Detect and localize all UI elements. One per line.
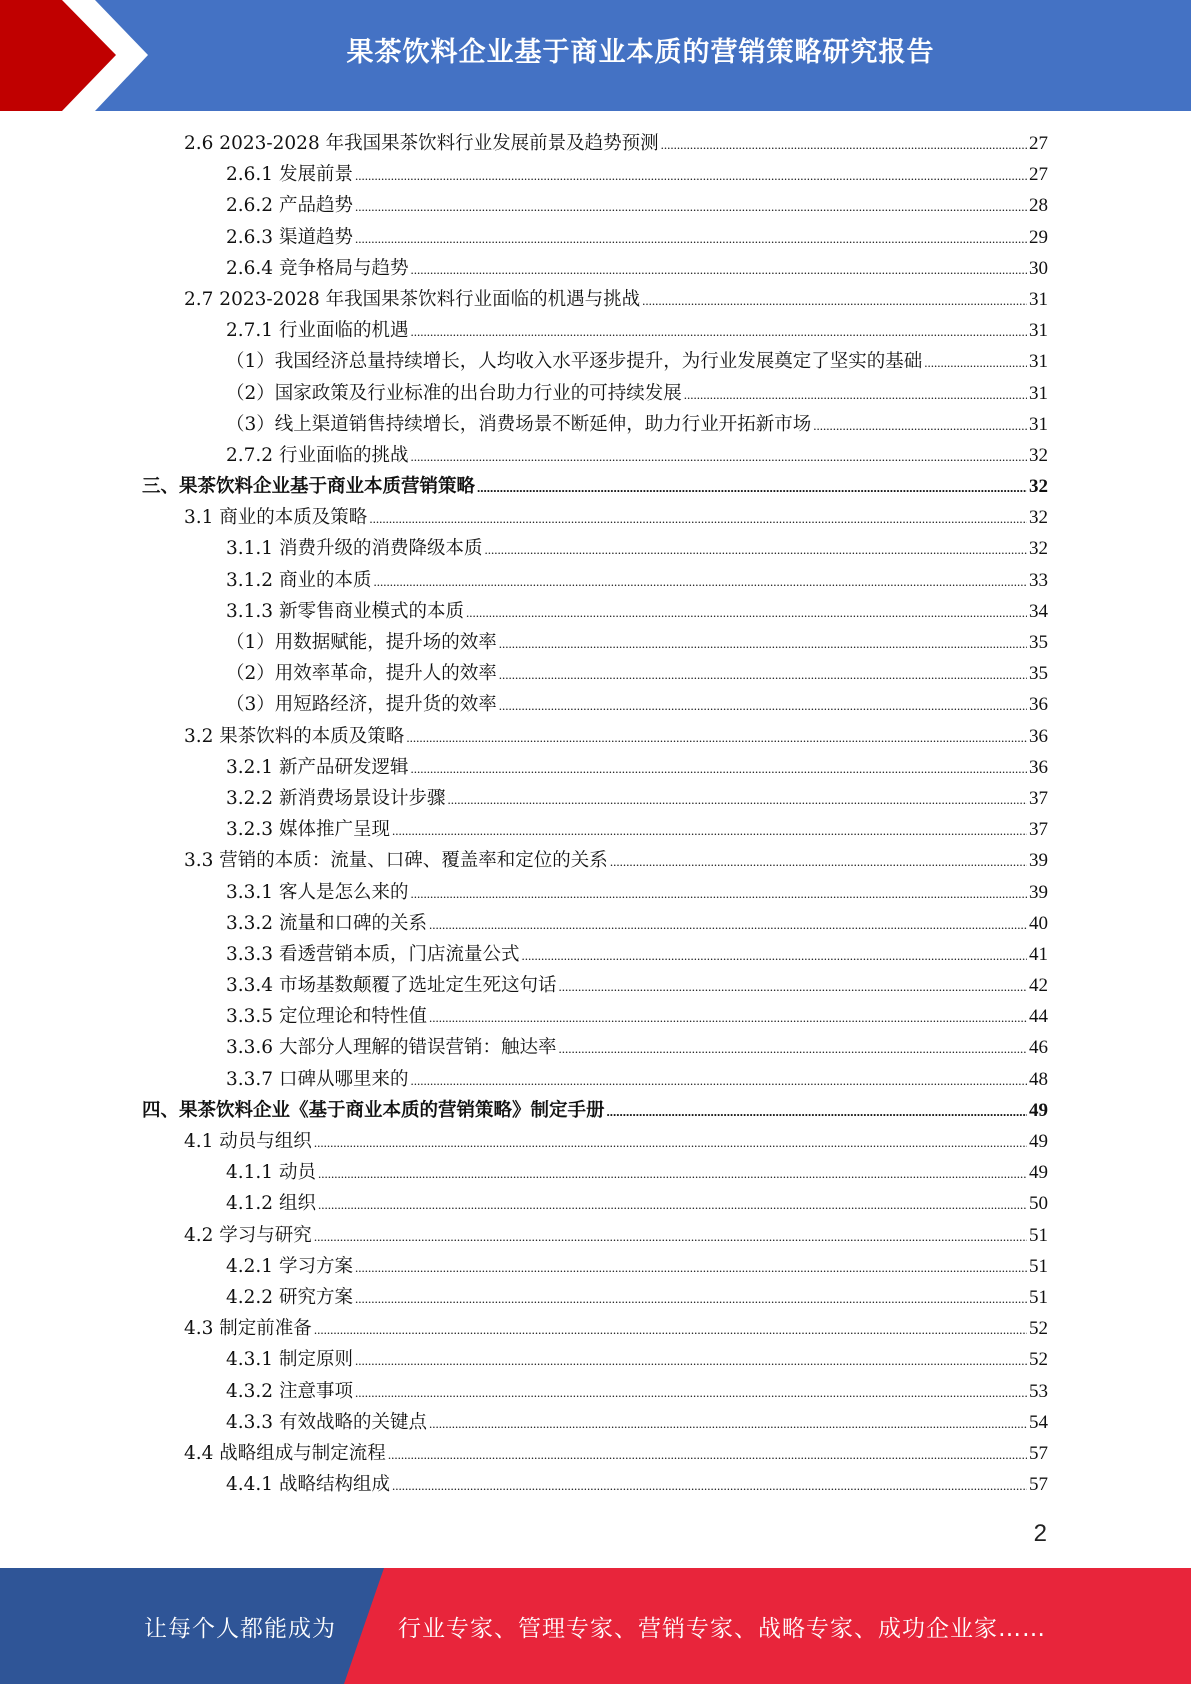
toc-entry[interactable] <box>0 159 1191 190</box>
toc-entry-label: 3.3.3 看透营销本质，门店流量公式 <box>226 943 520 965</box>
toc-dot-leader <box>410 753 1027 784</box>
toc-dot-leader <box>314 1221 1027 1252</box>
toc-dot-leader <box>392 1470 1027 1501</box>
toc-entry-page-number: 53 <box>1029 1380 1048 1402</box>
toc-entry-page-number: 29 <box>1029 226 1048 248</box>
toc-dot-leader <box>392 815 1027 846</box>
toc-entry-page-number: 54 <box>1029 1411 1048 1433</box>
toc-entry-page-number: 37 <box>1029 787 1048 809</box>
toc-dot-leader <box>558 1033 1027 1064</box>
toc-entry[interactable] <box>0 1344 1191 1375</box>
toc-entry-label: 三、果茶饮料企业基于商业本质营销策略 <box>142 476 476 498</box>
toc-dot-leader <box>521 940 1027 971</box>
toc-entry[interactable] <box>0 939 1191 970</box>
toc-dot-leader <box>355 1345 1027 1376</box>
toc-entry[interactable] <box>0 284 1191 315</box>
toc-entry[interactable] <box>0 565 1191 596</box>
toc-entry[interactable] <box>0 378 1191 409</box>
footer-slogan: 让每个人都能成为 <box>144 1616 336 1642</box>
toc-entry-page-number: 48 <box>1029 1068 1048 1090</box>
toc-entry[interactable] <box>0 1095 1191 1126</box>
toc-entry[interactable] <box>0 502 1191 533</box>
toc-entry-label: 3.1 商业的本质及策略 <box>184 507 368 529</box>
toc-entry-page-number: 31 <box>1029 413 1048 435</box>
toc-entry-label: 4.3 制定前准备 <box>184 1318 312 1340</box>
toc-entry[interactable] <box>0 1469 1191 1500</box>
toc-entry-label: 3.3.6 大部分人理解的错误营销：触达率 <box>226 1037 557 1059</box>
toc-dot-leader <box>410 878 1027 909</box>
toc-entry-label: 2.7 2023-2028 年我国果茶饮料行业面临的机遇与挑战 <box>184 288 641 310</box>
toc-dot-leader <box>447 784 1027 815</box>
toc-entry[interactable] <box>0 190 1191 221</box>
toc-entry[interactable] <box>0 814 1191 845</box>
toc-entry-label: 4.2.1 学习方案 <box>226 1255 353 1277</box>
toc-entry-label: （1）我国经济总量持续增长，人均收入水平逐步提升，为行业发展奠定了坚实的基础 <box>226 351 923 373</box>
toc-dot-leader <box>642 285 1027 316</box>
toc-entry[interactable] <box>0 877 1191 908</box>
toc-entry[interactable] <box>0 596 1191 627</box>
toc-entry-page-number: 33 <box>1029 569 1048 591</box>
toc-entry-page-number: 49 <box>1029 1162 1048 1184</box>
toc-dot-leader <box>499 690 1027 721</box>
toc-entry-page-number: 49 <box>1029 1099 1048 1121</box>
toc-entry-label: 4.3.3 有效战略的关键点 <box>226 1411 427 1433</box>
header-red-arrow-decoration <box>0 0 160 111</box>
toc-entry-label: 3.3.7 口碑从哪里来的 <box>226 1068 409 1090</box>
toc-entry-page-number: 51 <box>1029 1224 1048 1246</box>
toc-entry-label: 3.2.3 媒体推广呈现 <box>226 819 390 841</box>
toc-entry-page-number: 27 <box>1029 133 1048 154</box>
toc-entry[interactable] <box>0 409 1191 440</box>
toc-dot-leader <box>466 597 1027 628</box>
toc-entry-page-number: 41 <box>1029 943 1048 965</box>
toc-entry[interactable] <box>0 1407 1191 1438</box>
toc-dot-leader <box>355 1377 1027 1408</box>
toc-entry[interactable] <box>0 1126 1191 1157</box>
toc-entry-label: （2）用效率革命，提升人的效率 <box>226 663 497 685</box>
toc-entry-label: 4.1.1 动员 <box>226 1162 316 1184</box>
toc-entry[interactable] <box>0 658 1191 689</box>
toc-dot-leader <box>406 722 1027 753</box>
toc-dot-leader <box>429 1002 1027 1033</box>
table-of-contents <box>0 128 1191 1500</box>
toc-entry-label: （3）用短路经济，提升货的效率 <box>226 694 497 716</box>
toc-dot-leader <box>410 254 1027 285</box>
toc-dot-leader <box>410 316 1027 347</box>
toc-entry-label: 3.1.1 消费升级的消费降级本质 <box>226 538 483 560</box>
toc-entry-page-number: 32 <box>1029 538 1048 560</box>
toc-entry-page-number: 44 <box>1029 1006 1048 1028</box>
toc-dot-leader <box>684 379 1027 410</box>
toc-entry-label: 3.2.2 新消费场景设计步骤 <box>226 787 446 809</box>
toc-entry-label: 四、果茶饮料企业《基于商业本质的营销策略》制定手册 <box>142 1099 605 1121</box>
toc-entry-label: 2.6.2 产品趋势 <box>226 195 353 217</box>
toc-entry[interactable] <box>0 1313 1191 1344</box>
toc-dot-leader <box>388 1439 1027 1470</box>
toc-dot-leader <box>314 1127 1027 1158</box>
toc-dot-leader <box>355 191 1027 222</box>
toc-entry-page-number: 31 <box>1029 382 1048 404</box>
toc-dot-leader <box>558 971 1027 1002</box>
toc-entry[interactable] <box>0 315 1191 346</box>
toc-entry-page-number: 32 <box>1029 444 1048 466</box>
toc-entry-page-number: 50 <box>1029 1193 1048 1215</box>
toc-entry-label: 4.1 动员与组织 <box>184 1131 312 1152</box>
toc-entry-label: 3.2 果茶饮料的本质及策略 <box>184 725 405 747</box>
toc-entry-label: 2.7.2 行业面临的挑战 <box>226 444 409 466</box>
toc-entry-page-number: 31 <box>1029 288 1048 310</box>
toc-entry-page-number: 39 <box>1029 850 1048 872</box>
toc-entry[interactable] <box>0 1376 1191 1407</box>
toc-entry[interactable] <box>0 128 1191 159</box>
document-title: 果茶饮料企业基于商业本质的营销策略研究报告 <box>346 37 935 68</box>
page-header <box>0 0 1191 111</box>
toc-entry-label: 3.1.3 新零售商业模式的本质 <box>226 600 464 622</box>
toc-entry-label: 2.6 2023-2028 年我国果茶饮料行业发展前景及趋势预测 <box>184 133 659 154</box>
toc-entry[interactable] <box>0 627 1191 658</box>
toc-entry-label: （3）线上渠道销售持续增长，消费场景不断延伸，助力行业开拓新市场 <box>226 413 812 435</box>
toc-entry-label: 3.1.2 商业的本质 <box>226 569 372 591</box>
toc-entry[interactable] <box>0 1001 1191 1032</box>
toc-entry[interactable] <box>0 346 1191 377</box>
toc-entry-page-number: 39 <box>1029 881 1048 903</box>
toc-entry-label: 4.3.1 制定原则 <box>226 1349 353 1371</box>
toc-dot-leader <box>610 846 1027 877</box>
toc-entry-page-number: 32 <box>1029 507 1048 529</box>
toc-dot-leader <box>318 1158 1027 1189</box>
toc-entry-label: 4.1.2 组织 <box>226 1193 316 1215</box>
toc-entry-page-number: 31 <box>1029 320 1048 342</box>
toc-entry[interactable] <box>0 1188 1191 1219</box>
toc-entry-page-number: 36 <box>1029 694 1048 716</box>
toc-dot-leader <box>499 659 1027 690</box>
toc-entry[interactable] <box>0 1438 1191 1469</box>
toc-entry-label: 4.4 战略组成与制定流程 <box>184 1442 386 1464</box>
toc-dot-leader <box>369 503 1027 534</box>
toc-entry-label: 3.3.4 市场基数颠覆了选址定生死这句话 <box>226 975 557 997</box>
toc-entry-page-number: 40 <box>1029 912 1048 934</box>
toc-entry-page-number: 27 <box>1029 164 1048 186</box>
toc-entry-page-number: 30 <box>1029 257 1048 279</box>
toc-dot-leader <box>318 1189 1027 1220</box>
toc-dot-leader <box>484 534 1027 565</box>
toc-entry-label: 4.3.2 注意事项 <box>226 1380 353 1402</box>
toc-dot-leader <box>355 1252 1027 1283</box>
toc-entry-page-number: 52 <box>1029 1318 1048 1340</box>
toc-entry[interactable] <box>0 1064 1191 1095</box>
toc-entry-page-number: 36 <box>1029 725 1048 747</box>
toc-entry-page-number: 57 <box>1029 1442 1048 1464</box>
toc-entry-page-number: 57 <box>1029 1474 1048 1496</box>
toc-dot-leader <box>355 160 1027 191</box>
toc-entry-label: 2.6.3 渠道趋势 <box>226 226 353 248</box>
toc-entry[interactable] <box>0 222 1191 253</box>
toc-entry[interactable] <box>0 970 1191 1001</box>
toc-entry-label: 2.6.1 发展前景 <box>226 164 353 186</box>
toc-entry-page-number: 42 <box>1029 975 1048 997</box>
toc-entry-page-number: 36 <box>1029 756 1048 778</box>
toc-entry-page-number: 37 <box>1029 819 1048 841</box>
toc-entry-page-number: 35 <box>1029 632 1048 653</box>
toc-entry[interactable] <box>0 253 1191 284</box>
toc-entry-page-number: 51 <box>1029 1255 1048 1277</box>
toc-entry[interactable] <box>0 471 1191 502</box>
toc-dot-leader <box>410 441 1027 472</box>
toc-entry[interactable] <box>0 533 1191 564</box>
toc-entry[interactable] <box>0 783 1191 814</box>
toc-dot-leader <box>429 909 1027 940</box>
toc-entry-page-number: 35 <box>1029 663 1048 685</box>
toc-dot-leader <box>499 628 1027 659</box>
toc-entry[interactable] <box>0 845 1191 876</box>
toc-entry-label: 4.4.1 战略结构组成 <box>226 1474 390 1496</box>
toc-entry-page-number: 49 <box>1029 1131 1048 1152</box>
page-number: 2 <box>1033 1520 1047 1547</box>
toc-dot-leader <box>314 1314 1027 1345</box>
toc-dot-leader <box>410 1065 1027 1096</box>
toc-entry[interactable] <box>0 1032 1191 1063</box>
toc-entry-label: 3.3.2 流量和口碑的关系 <box>226 912 427 934</box>
toc-entry-label: 3.3.5 定位理论和特性值 <box>226 1006 427 1028</box>
toc-entry-label: 4.2.2 研究方案 <box>226 1286 353 1308</box>
toc-entry[interactable] <box>0 689 1191 720</box>
toc-entry[interactable] <box>0 752 1191 783</box>
toc-entry[interactable] <box>0 721 1191 752</box>
toc-entry-label: 4.2 学习与研究 <box>184 1224 312 1246</box>
toc-entry-label: （1）用数据赋能，提升场的效率 <box>226 632 497 653</box>
footer-expert-list: 行业专家、管理专家、营销专家、战略专家、成功企业家…… <box>398 1616 1046 1642</box>
toc-dot-leader <box>477 472 1027 503</box>
toc-dot-leader <box>429 1408 1027 1439</box>
toc-entry-label: 3.3.1 客人是怎么来的 <box>226 881 409 903</box>
toc-entry-label: 2.7.1 行业面临的机遇 <box>226 320 409 342</box>
toc-dot-leader <box>813 410 1027 441</box>
toc-entry-page-number: 32 <box>1029 476 1048 498</box>
toc-entry-label: （2）国家政策及行业标准的出台助力行业的可持续发展 <box>226 382 682 404</box>
toc-entry-page-number: 28 <box>1029 195 1048 217</box>
toc-entry-page-number: 31 <box>1029 351 1048 373</box>
toc-entry[interactable] <box>0 440 1191 471</box>
toc-entry[interactable] <box>0 1157 1191 1188</box>
toc-dot-leader <box>373 566 1027 597</box>
toc-entry-label: 3.2.1 新产品研发逻辑 <box>226 756 409 778</box>
toc-entry-page-number: 51 <box>1029 1286 1048 1308</box>
page-footer <box>0 1568 1191 1684</box>
toc-entry-page-number: 34 <box>1029 600 1048 622</box>
toc-entry[interactable] <box>0 1220 1191 1251</box>
toc-dot-leader <box>924 347 1027 378</box>
toc-entry-page-number: 46 <box>1029 1037 1048 1059</box>
toc-entry[interactable] <box>0 1282 1191 1313</box>
toc-dot-leader <box>661 129 1027 160</box>
toc-entry[interactable] <box>0 908 1191 939</box>
toc-dot-leader <box>355 1283 1027 1314</box>
toc-dot-leader <box>607 1096 1027 1127</box>
toc-dot-leader <box>355 223 1027 254</box>
toc-entry[interactable] <box>0 1251 1191 1282</box>
toc-entry-label: 3.3 营销的本质：流量、口碑、覆盖率和定位的关系 <box>184 850 608 872</box>
toc-entry-label: 2.6.4 竞争格局与趋势 <box>226 257 409 279</box>
toc-entry-page-number: 52 <box>1029 1349 1048 1371</box>
